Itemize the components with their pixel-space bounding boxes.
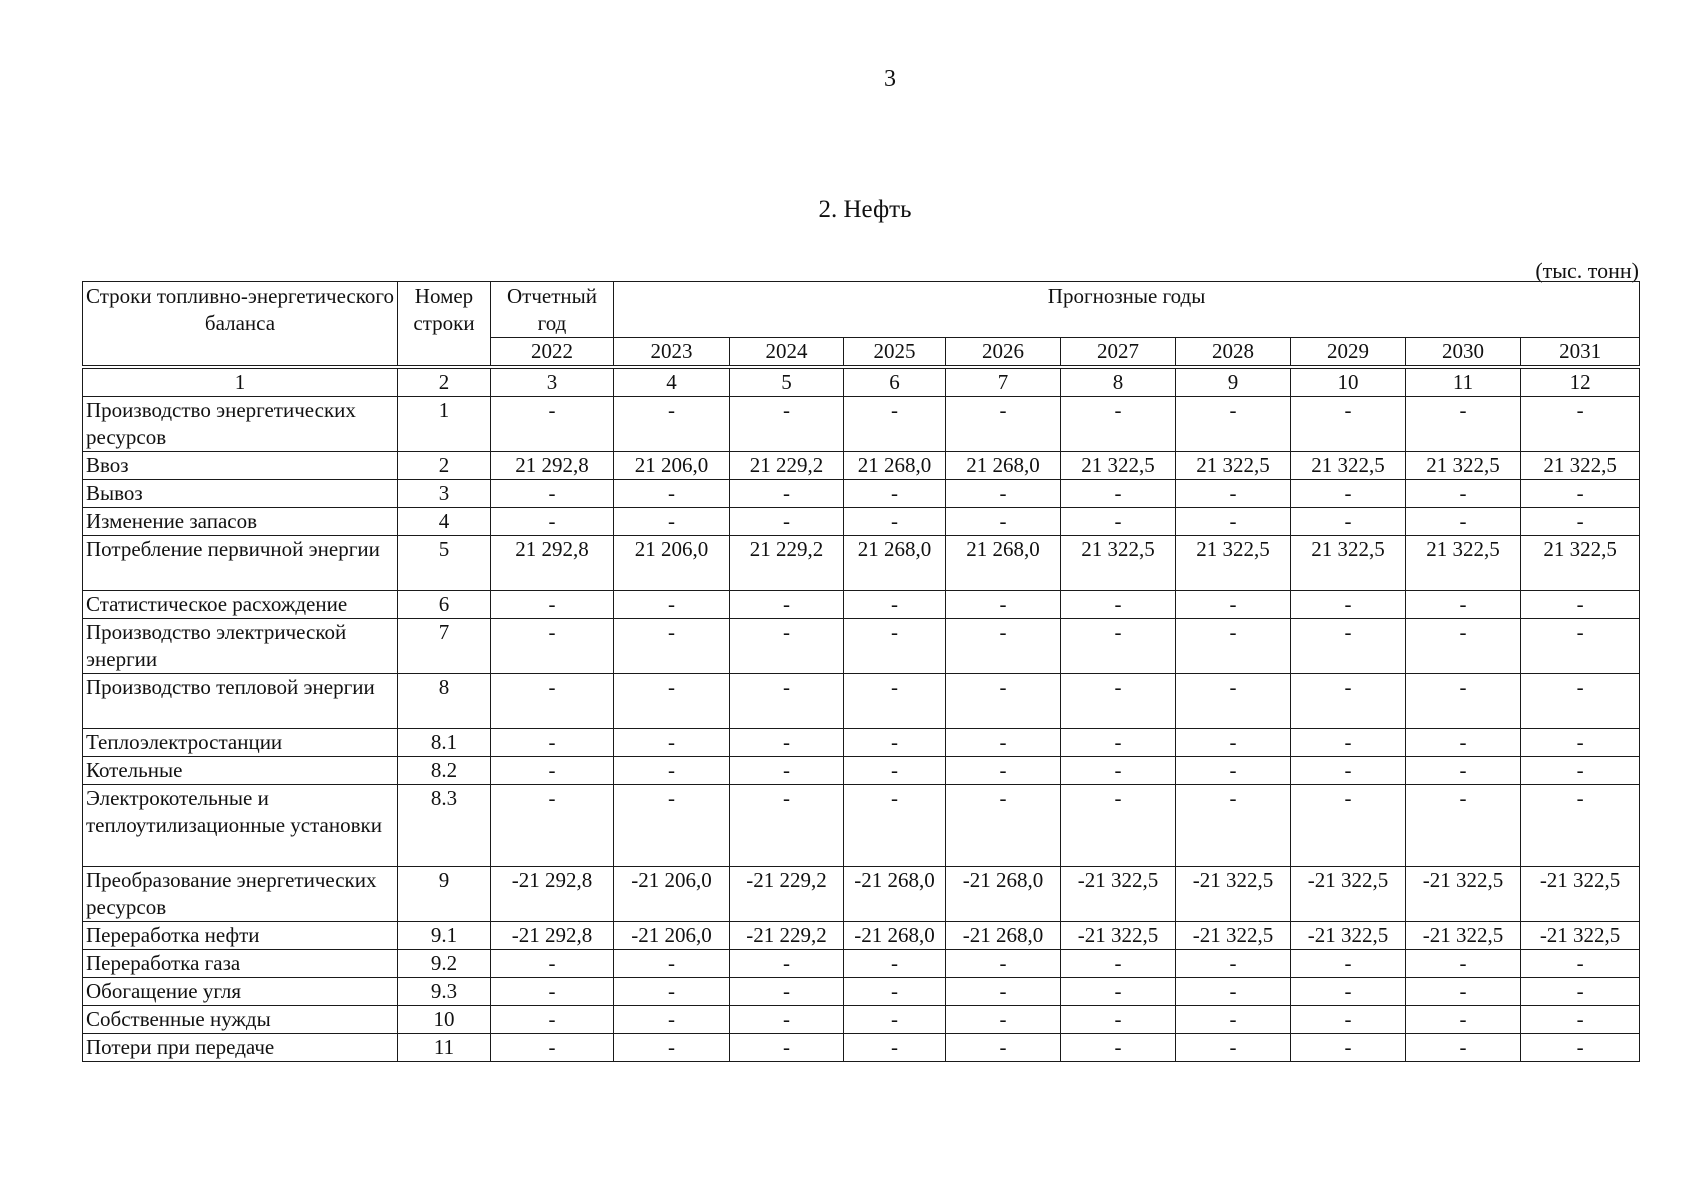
table-row (83, 785, 1640, 867)
value-cell: - (730, 950, 844, 978)
row-label: Котельные (83, 757, 398, 785)
value-cell: 21 322,5 (1291, 452, 1406, 480)
value-cell: -21 268,0 (946, 922, 1061, 950)
value-cell: - (1406, 950, 1521, 978)
value-cell: - (1176, 757, 1291, 785)
value-cell: - (946, 978, 1061, 1006)
value-cell: 21 206,0 (614, 536, 730, 591)
value-cell: - (1521, 674, 1640, 729)
value-cell: - (1521, 591, 1640, 619)
value-cell: -21 268,0 (844, 922, 946, 950)
table-row (83, 757, 1640, 785)
value-cell: - (491, 508, 614, 536)
value-cell: - (1406, 1006, 1521, 1034)
value-cell: - (1406, 674, 1521, 729)
row-label: Ввоз (83, 452, 398, 480)
row-label: Статистическое расхождение (83, 591, 398, 619)
row-number: 9.2 (398, 950, 491, 978)
header-row (83, 282, 1640, 338)
value-cell: 21 322,5 (1406, 452, 1521, 480)
row-number: 10 (398, 1006, 491, 1034)
value-cell: -21 322,5 (1406, 867, 1521, 922)
value-cell: - (1521, 950, 1640, 978)
value-cell: - (1406, 785, 1521, 867)
value-cell: 21 292,8 (491, 452, 614, 480)
column-number: 6 (844, 369, 946, 397)
header-year: 2031 (1521, 338, 1640, 366)
row-label: Обогащение угля (83, 978, 398, 1006)
value-cell: - (946, 619, 1061, 674)
value-cell: - (614, 619, 730, 674)
value-cell: - (491, 729, 614, 757)
value-cell: - (614, 978, 730, 1006)
value-cell: - (730, 1034, 844, 1062)
value-cell: -21 322,5 (1521, 867, 1640, 922)
value-cell: - (730, 619, 844, 674)
value-cell: - (491, 674, 614, 729)
value-cell: - (946, 397, 1061, 452)
value-cell: -21 268,0 (946, 867, 1061, 922)
value-cell: - (946, 674, 1061, 729)
row-label: Переработка нефти (83, 922, 398, 950)
value-cell: - (1061, 1006, 1176, 1034)
value-cell: - (946, 591, 1061, 619)
table-row (83, 619, 1640, 674)
value-cell: - (1521, 397, 1640, 452)
value-cell: - (730, 729, 844, 757)
value-cell: - (614, 397, 730, 452)
value-cell: - (946, 508, 1061, 536)
row-number: 3 (398, 480, 491, 508)
value-cell: - (946, 785, 1061, 867)
row-number: 7 (398, 619, 491, 674)
header-year: 2028 (1176, 338, 1291, 366)
value-cell: - (1521, 978, 1640, 1006)
value-cell: - (1061, 480, 1176, 508)
row-label: Изменение запасов (83, 508, 398, 536)
row-number: 6 (398, 591, 491, 619)
value-cell: 21 268,0 (844, 452, 946, 480)
value-cell: - (1176, 397, 1291, 452)
header-reported-label: Отчетный год (491, 282, 614, 338)
table-row (83, 978, 1640, 1006)
value-cell: - (1061, 1034, 1176, 1062)
value-cell: - (1061, 785, 1176, 867)
value-cell: -21 229,2 (730, 867, 844, 922)
value-cell: - (1061, 397, 1176, 452)
table-row (83, 536, 1640, 591)
value-cell: 21 322,5 (1061, 536, 1176, 591)
header-forecast-label: Прогнозные годы (614, 282, 1640, 338)
value-cell: - (844, 508, 946, 536)
value-cell: - (614, 1034, 730, 1062)
value-cell: 21 229,2 (730, 452, 844, 480)
header-year: 2029 (1291, 338, 1406, 366)
row-number: 8.2 (398, 757, 491, 785)
value-cell: - (946, 1034, 1061, 1062)
value-cell: 21 322,5 (1176, 536, 1291, 591)
row-number: 2 (398, 452, 491, 480)
value-cell: - (491, 591, 614, 619)
value-cell: - (491, 1034, 614, 1062)
value-cell: - (1521, 757, 1640, 785)
row-number: 8.1 (398, 729, 491, 757)
table-row (83, 922, 1640, 950)
value-cell: -21 206,0 (614, 867, 730, 922)
value-cell: - (1521, 1034, 1640, 1062)
value-cell: 21 268,0 (946, 452, 1061, 480)
value-cell: 21 268,0 (946, 536, 1061, 591)
table-row (83, 480, 1640, 508)
value-cell: - (614, 508, 730, 536)
table-row (83, 591, 1640, 619)
value-cell: - (844, 785, 946, 867)
value-cell: - (1061, 619, 1176, 674)
value-cell: -21 229,2 (730, 922, 844, 950)
header-year: 2022 (491, 338, 614, 366)
value-cell: - (946, 480, 1061, 508)
value-cell: - (1291, 978, 1406, 1006)
value-cell: - (1176, 591, 1291, 619)
value-cell: - (1061, 674, 1176, 729)
value-cell: - (614, 757, 730, 785)
value-cell: 21 322,5 (1521, 452, 1640, 480)
row-number: 5 (398, 536, 491, 591)
row-number: 8 (398, 674, 491, 729)
table-row (83, 1006, 1640, 1034)
value-cell: - (844, 674, 946, 729)
value-cell: - (1521, 785, 1640, 867)
value-cell: - (1406, 397, 1521, 452)
value-cell: -21 292,8 (491, 922, 614, 950)
value-cell: -21 322,5 (1521, 922, 1640, 950)
row-label: Преобразование энергетических ресурсов (83, 867, 398, 922)
value-cell: - (614, 729, 730, 757)
table-row (83, 950, 1640, 978)
value-cell: - (1521, 729, 1640, 757)
header-year: 2025 (844, 338, 946, 366)
value-cell: - (1061, 757, 1176, 785)
row-label: Потери при передаче (83, 1034, 398, 1062)
value-cell: - (1061, 950, 1176, 978)
column-number: 8 (1061, 369, 1176, 397)
value-cell: - (1291, 619, 1406, 674)
value-cell: - (946, 729, 1061, 757)
value-cell: - (1406, 619, 1521, 674)
header-number-label: Номер строки (398, 282, 491, 366)
value-cell: - (614, 480, 730, 508)
table-row (83, 867, 1640, 922)
value-cell: - (1406, 757, 1521, 785)
value-cell: - (1176, 619, 1291, 674)
value-cell: - (614, 591, 730, 619)
column-number: 10 (1291, 369, 1406, 397)
table-row (83, 508, 1640, 536)
value-cell: - (1061, 978, 1176, 1006)
value-cell: - (491, 785, 614, 867)
value-cell: 21 292,8 (491, 536, 614, 591)
row-label: Переработка газа (83, 950, 398, 978)
value-cell: - (1406, 591, 1521, 619)
value-cell: -21 322,5 (1061, 922, 1176, 950)
value-cell: - (1176, 1006, 1291, 1034)
value-cell: 21 322,5 (1406, 536, 1521, 591)
row-label: Потребление первичной энергии (83, 536, 398, 591)
table-row (83, 397, 1640, 452)
value-cell: - (730, 591, 844, 619)
value-cell: - (1521, 619, 1640, 674)
value-cell: - (1176, 674, 1291, 729)
value-cell: - (1521, 1006, 1640, 1034)
row-label: Производство тепловой энергии (83, 674, 398, 729)
value-cell: - (844, 950, 946, 978)
value-cell: - (1176, 729, 1291, 757)
row-number: 11 (398, 1034, 491, 1062)
value-cell: -21 206,0 (614, 922, 730, 950)
value-cell: - (730, 480, 844, 508)
value-cell: - (491, 1006, 614, 1034)
value-cell: - (491, 397, 614, 452)
column-number: 2 (398, 369, 491, 397)
table-row (83, 729, 1640, 757)
value-cell: - (1291, 785, 1406, 867)
value-cell: - (730, 785, 844, 867)
value-cell: -21 322,5 (1176, 922, 1291, 950)
value-cell: 21 322,5 (1521, 536, 1640, 591)
header-year: 2027 (1061, 338, 1176, 366)
value-cell: - (730, 397, 844, 452)
value-cell: - (946, 950, 1061, 978)
value-cell: - (1176, 1034, 1291, 1062)
value-cell: - (1176, 480, 1291, 508)
value-cell: - (1291, 757, 1406, 785)
value-cell: 21 229,2 (730, 536, 844, 591)
fuel-energy-balance-table (82, 281, 1640, 1062)
column-number: 9 (1176, 369, 1291, 397)
value-cell: - (1291, 397, 1406, 452)
value-cell: - (1406, 508, 1521, 536)
value-cell: - (491, 950, 614, 978)
value-cell: 21 322,5 (1291, 536, 1406, 591)
value-cell: - (844, 1034, 946, 1062)
value-cell: - (1061, 508, 1176, 536)
column-number: 12 (1521, 369, 1640, 397)
value-cell: - (1521, 508, 1640, 536)
value-cell: -21 322,5 (1406, 922, 1521, 950)
value-cell: - (614, 785, 730, 867)
value-cell: - (614, 674, 730, 729)
value-cell: - (946, 757, 1061, 785)
value-cell: - (1291, 1034, 1406, 1062)
table-row (83, 452, 1640, 480)
unit-label: (тыс. тонн) (1535, 258, 1639, 283)
value-cell: - (946, 1006, 1061, 1034)
value-cell: -21 322,5 (1061, 867, 1176, 922)
value-cell: - (1291, 508, 1406, 536)
column-numbers-row (83, 369, 1640, 397)
value-cell: - (614, 950, 730, 978)
value-cell: - (1176, 950, 1291, 978)
value-cell: - (730, 757, 844, 785)
value-cell: - (1406, 729, 1521, 757)
value-cell: - (614, 1006, 730, 1034)
column-number: 1 (83, 369, 398, 397)
value-cell: -21 268,0 (844, 867, 946, 922)
value-cell: - (1406, 978, 1521, 1006)
column-number: 11 (1406, 369, 1521, 397)
row-number: 8.3 (398, 785, 491, 867)
header-rows-label: Строки топливно-энергетического баланса (83, 282, 398, 366)
value-cell: - (1176, 785, 1291, 867)
row-label: Вывоз (83, 480, 398, 508)
value-cell: - (730, 508, 844, 536)
column-number: 4 (614, 369, 730, 397)
value-cell: - (491, 757, 614, 785)
page-number: 3 (884, 66, 896, 92)
row-label: Собственные нужды (83, 1006, 398, 1034)
row-number: 1 (398, 397, 491, 452)
value-cell: - (1061, 729, 1176, 757)
value-cell: - (844, 1006, 946, 1034)
row-label: Производство электрической энергии (83, 619, 398, 674)
value-cell: - (491, 619, 614, 674)
value-cell: - (844, 397, 946, 452)
row-number: 4 (398, 508, 491, 536)
value-cell: - (844, 591, 946, 619)
column-number: 3 (491, 369, 614, 397)
table-row (83, 1034, 1640, 1062)
value-cell: - (1406, 1034, 1521, 1062)
row-number: 9 (398, 867, 491, 922)
value-cell: - (491, 480, 614, 508)
value-cell: - (1521, 480, 1640, 508)
value-cell: - (1291, 1006, 1406, 1034)
value-cell: -21 322,5 (1291, 867, 1406, 922)
section-title: 2. Нефть (818, 196, 912, 223)
header-year: 2023 (614, 338, 730, 366)
value-cell: - (1291, 729, 1406, 757)
value-cell: 21 322,5 (1176, 452, 1291, 480)
value-cell: 21 206,0 (614, 452, 730, 480)
value-cell: - (1406, 480, 1521, 508)
value-cell: - (1061, 591, 1176, 619)
header-year: 2030 (1406, 338, 1521, 366)
value-cell: - (844, 729, 946, 757)
row-label: Производство энергетических ресурсов (83, 397, 398, 452)
value-cell: - (1291, 480, 1406, 508)
value-cell: -21 322,5 (1176, 867, 1291, 922)
value-cell: - (1291, 674, 1406, 729)
value-cell: -21 322,5 (1291, 922, 1406, 950)
value-cell: - (1291, 950, 1406, 978)
column-number: 5 (730, 369, 844, 397)
value-cell: - (730, 978, 844, 1006)
value-cell: - (844, 978, 946, 1006)
row-number: 9.1 (398, 922, 491, 950)
value-cell: 21 322,5 (1061, 452, 1176, 480)
row-label: Электрокотельные и теплоутилизационные установки (83, 785, 398, 867)
value-cell: -21 292,8 (491, 867, 614, 922)
header-year: 2024 (730, 338, 844, 366)
value-cell: - (844, 757, 946, 785)
value-cell: - (491, 978, 614, 1006)
table-row (83, 674, 1640, 729)
value-cell: - (1176, 508, 1291, 536)
value-cell: - (844, 480, 946, 508)
value-cell: - (730, 674, 844, 729)
row-label: Теплоэлектростанции (83, 729, 398, 757)
row-number: 9.3 (398, 978, 491, 1006)
column-number: 7 (946, 369, 1061, 397)
value-cell: 21 268,0 (844, 536, 946, 591)
value-cell: - (1176, 978, 1291, 1006)
value-cell: - (1291, 591, 1406, 619)
header-year: 2026 (946, 338, 1061, 366)
value-cell: - (730, 1006, 844, 1034)
value-cell: - (844, 619, 946, 674)
